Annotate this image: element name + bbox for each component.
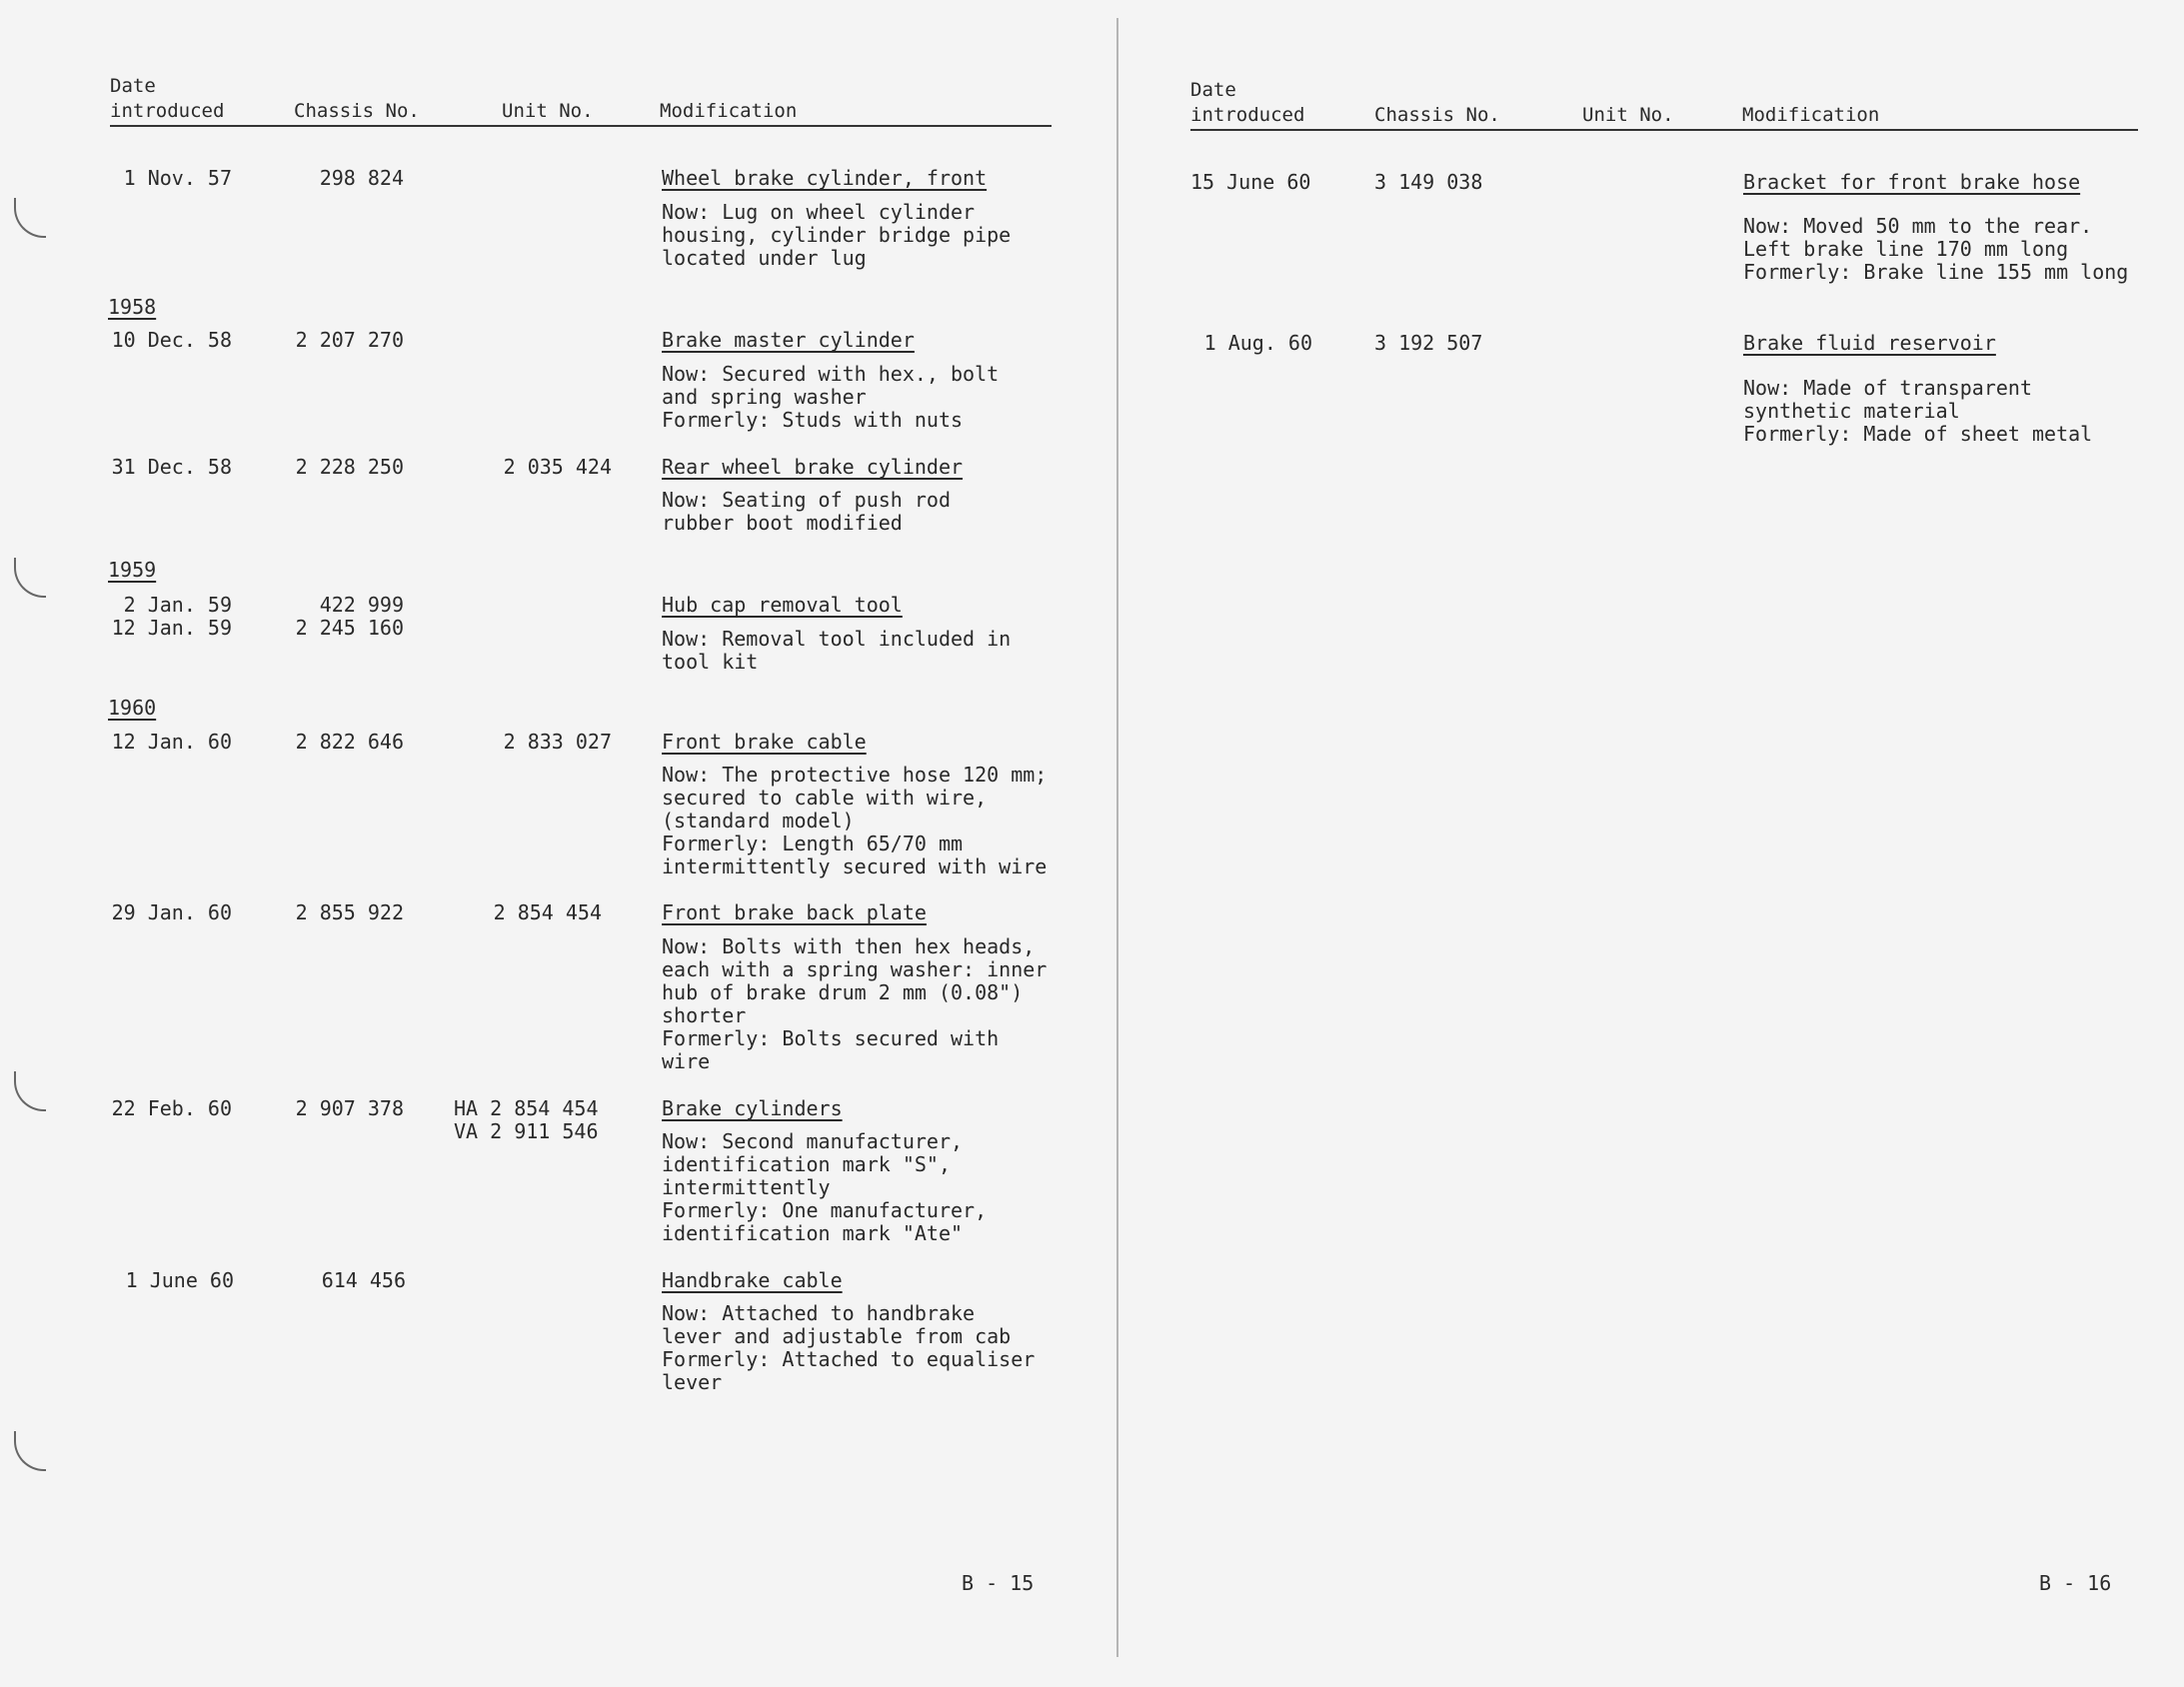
entry-date: 2 Jan. 59 12 Jan. 59 (111, 593, 232, 640)
header-chassis-no: Chassis No. (294, 100, 420, 122)
entry-date: 29 Jan. 60 (111, 900, 232, 924)
entry-date: 1 Aug. 60 (1203, 331, 1312, 355)
header-rule (1190, 129, 2138, 131)
entry-chassis: 298 824 (319, 166, 404, 190)
header-modification: Modification (1742, 104, 1880, 126)
entry-title: Front brake back plate (662, 900, 927, 924)
entry-chassis: 2 228 250 (295, 455, 404, 479)
entry-title: Bracket for front brake hose (1743, 170, 2081, 194)
entry-unit: 2 833 027 (503, 730, 612, 754)
entry-date: 22 Feb. 60 (111, 1096, 232, 1120)
entry-date: 31 Dec. 58 (111, 455, 232, 479)
entry-description: Now: Second manufacturer, identification mark "S", intermittently Formerly: One manufacturer, identification mark "Ate" (662, 1129, 988, 1245)
entry-description: Now: Made of transparent synthetic material Formerly: Made of sheet metal (1743, 376, 2093, 446)
entry-title: Wheel brake cylinder, front (662, 166, 988, 190)
binder-hole-mark (14, 198, 46, 238)
header-unit-no: Unit No. (1582, 104, 1674, 126)
header-unit-no: Unit No. (502, 100, 594, 122)
year-heading-1960: 1960 (108, 696, 157, 720)
year-heading-1958: 1958 (108, 295, 157, 319)
right-page (1119, 0, 2184, 1687)
entry-title: Brake cylinders (662, 1096, 843, 1120)
page-gutter (1116, 18, 1118, 1657)
page-number: B - 15 (962, 1571, 1035, 1595)
entry-title: Hub cap removal tool (662, 593, 903, 617)
entry-chassis: 2 907 378 (295, 1096, 404, 1120)
entry-chassis: 614 456 (321, 1268, 406, 1292)
entry-chassis: 2 207 270 (295, 328, 404, 352)
binder-hole-mark (14, 1071, 46, 1111)
header-modification: Modification (660, 100, 798, 122)
entry-chassis: 3 192 507 (1374, 331, 1483, 355)
entry-unit: 2 035 424 (503, 455, 612, 479)
entry-date: 15 June 60 (1190, 170, 1311, 194)
binder-hole-mark (14, 1431, 46, 1471)
year-heading-1959: 1959 (108, 558, 157, 582)
entry-date: 1 Nov. 57 (123, 166, 232, 190)
entry-date: 12 Jan. 60 (111, 730, 232, 754)
entry-chassis: 422 999 2 245 160 (295, 593, 404, 640)
entry-title: Rear wheel brake cylinder (662, 455, 964, 479)
header-rule (110, 125, 1052, 127)
entry-title: Brake fluid reservoir (1743, 331, 1996, 355)
header-date-introduced: Date introduced (1190, 79, 1305, 126)
entry-description: Now: Seating of push rod rubber boot modified (662, 488, 951, 535)
entry-description: Now: Bolts with then hex heads, each with a spring washer: inner hub of brake drum 2 mm (0.08") shorter Formerly: Bolts secured with wire (662, 934, 1048, 1073)
entry-chassis: 2 855 922 (295, 900, 404, 924)
page-number: B - 16 (2039, 1571, 2112, 1595)
header-chassis-no: Chassis No. (1374, 104, 1500, 126)
entry-chassis: 3 149 038 (1374, 170, 1483, 194)
entry-date: 10 Dec. 58 (111, 328, 232, 352)
entry-date: 1 June 60 (125, 1268, 234, 1292)
entry-description: Now: Attached to handbrake lever and adjustable from cab Formerly: Attached to equaliser lever (662, 1301, 1036, 1394)
entry-description: Now: The protective hose 120 mm; secured to cable with wire, (standard model) Formerly: Length 65/70 mm intermittently secured with wire (662, 763, 1048, 878)
entry-title: Brake master cylinder (662, 328, 915, 352)
header-date-introduced: Date introduced (110, 75, 225, 122)
entry-description: Now: Lug on wheel cylinder housing, cylinder bridge pipe located under lug (662, 200, 1012, 270)
binder-hole-mark (14, 558, 46, 598)
entry-unit: 2 854 454 (493, 900, 602, 924)
entry-title: Front brake cable (662, 730, 867, 754)
entry-description: Now: Moved 50 mm to the rear. Left brake line 170 mm long Formerly: Brake line 155 mm long (1743, 214, 2129, 284)
entry-description: Now: Removal tool included in tool kit (662, 627, 1012, 674)
entry-unit: HA 2 854 454 VA 2 911 546 (454, 1096, 599, 1143)
entry-title: Handbrake cable (662, 1268, 843, 1292)
entry-description: Now: Secured with hex., bolt and spring washer Formerly: Studs with nuts (662, 362, 1000, 432)
entry-chassis: 2 822 646 (295, 730, 404, 754)
